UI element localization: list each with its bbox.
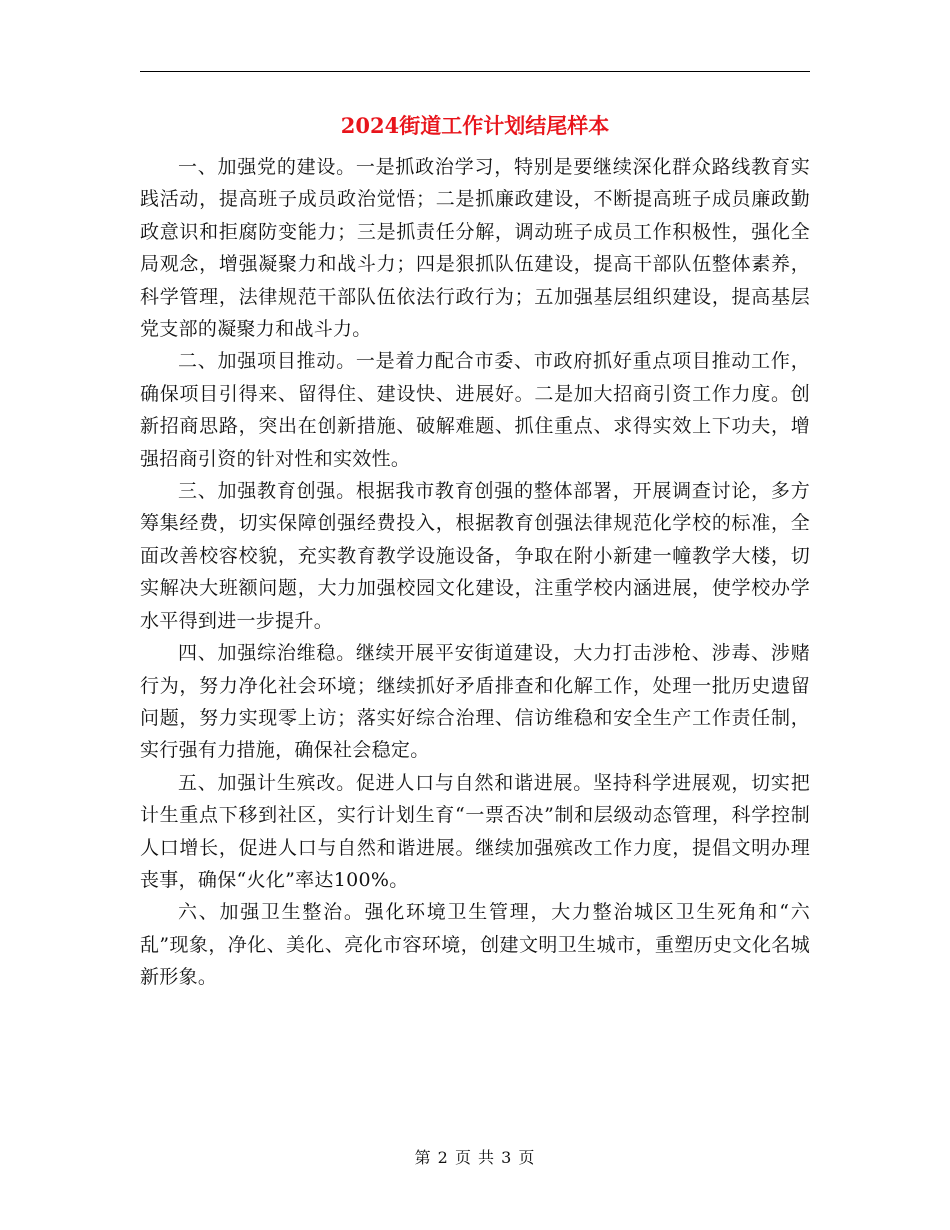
document-body: [140, 151, 810, 994]
page-number: 第 2 页 共 3 页: [414, 1148, 536, 1167]
paragraph-sanitation: 六、加强卫生整治。强化环境卫生管理，大力整治城区卫生死角和“六乱”现象，净化、美化、亮化市容环境，创建文明卫生城市，重塑历史文化名城新形象。: [140, 901, 810, 989]
paragraph-project-promotion: 二、加强项目推动。一是着力配合市委、市政府抓好重点项目推动工作，确保项目引得来、留得住、建设快、进展好。二是加大招商引资工作力度。创新招商思路，突出在创新措施、破解难题、抓住重点、求得实效上下功夫，增强招商引资的针对性和实效性。: [140, 350, 810, 470]
header-rule: [140, 71, 810, 72]
paragraph-party-building: 一、加强党的建设。一是抓政治学习，特别是要继续深化群众路线教育实践活动，提高班子成员政治觉悟；二是抓廉政建设，不断提高班子成员廉政勤政意识和拒腐防变能力；三是抓责任分解，调动班子成员工作积极性，强化全局观念，增强凝聚力和战斗力；四是狠抓队伍建设，提高干部队伍整体素养，科学管理，法律规范干部队伍依法行政行为；五加强基层组织建设，提高基层党支部的凝聚力和战斗力。: [140, 156, 810, 341]
paragraph-stability: 四、加强综治维稳。继续开展平安街道建设，大力打击涉枪、涉毒、涉赌行为，努力净化社会环境；继续抓好矛盾排查和化解工作，处理一批历史遗留问题，努力实现零上访；落实好综合治理、信访维稳和安全生产工作责任制，实行强有力措施，确保社会稳定。: [140, 642, 810, 762]
paragraph-education: 三、加强教育创强。根据我市教育创强的整体部署，开展调查讨论，多方筹集经费，切实保障创强经费投入，根据教育创强法律规范化学校的标准，全面改善校容校貌，充实教育教学设施设备，争取在附小新建一幢教学大楼，切实解决大班额问题，大力加强校园文化建设，注重学校内涵进展，使学校办学水平得到进一步提升。: [140, 480, 810, 632]
paragraph-family-planning: 五、加强计生殡改。促进人口与自然和谐进展。坚持科学进展观，切实把计生重点下移到社区，实行计划生育“一票否决”制和层级动态管理，科学控制人口增长，促进人口与自然和谐进展。继续加强殡改工作力度，提倡文明办理丧事，确保“火化”率达100%。: [140, 771, 810, 891]
document-title: 2024街道工作计划结尾样本: [340, 113, 610, 138]
